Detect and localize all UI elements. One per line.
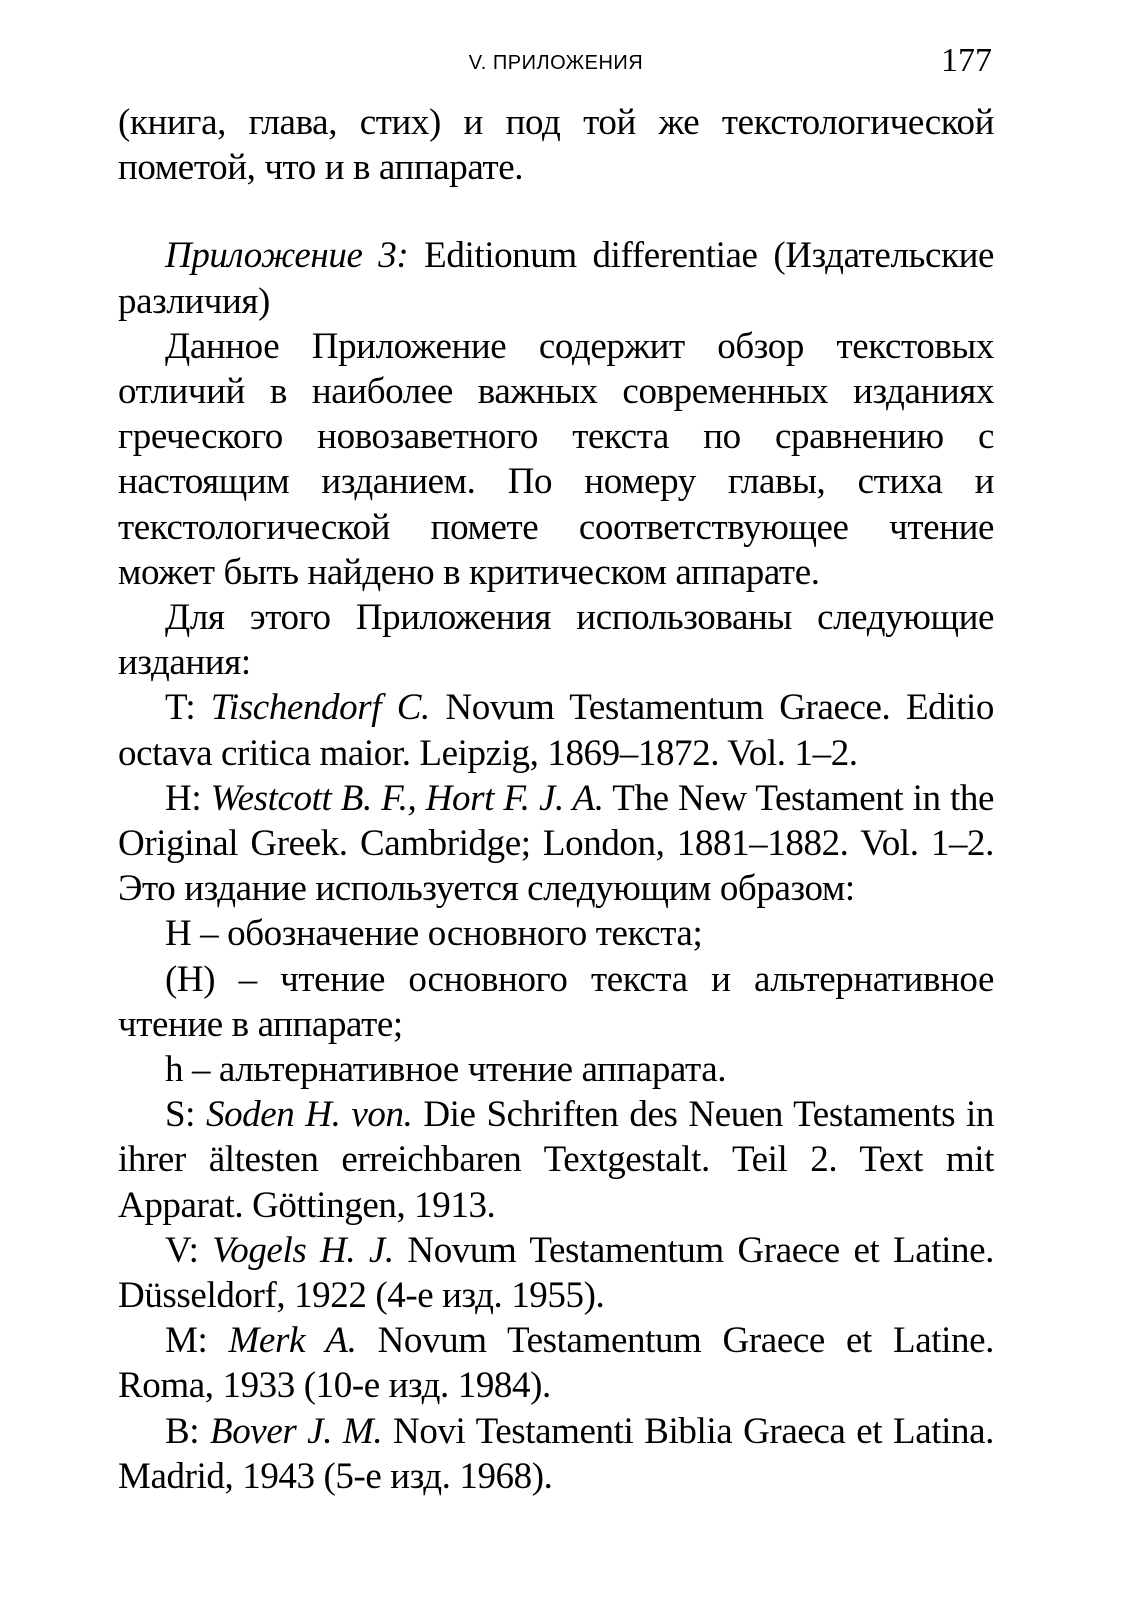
- edition-author: Westcott B. F., Hort F. J. A.: [210, 777, 604, 819]
- edition-author: Vogels H. J.: [212, 1229, 394, 1271]
- edition-details: Novi Testamenti Biblia Graeca et Latina. Madrid, 1943 (5-е изд. 1968).: [118, 1410, 994, 1497]
- edition-usage-h-lowercase: h – альтернативное чтение аппарата.: [165, 1049, 727, 1091]
- edition-entry-t: [118, 685, 994, 775]
- editions-intro: Для этого Приложения использованы следующие издания:: [118, 597, 994, 684]
- appendix-description: Данное Приложение содержит обзор текстовых отличий в наиболее важных современных изданиях греческого новозаветного текста по сравнению с настоящим изданием. По номеру главы, стиха и текстологической помете соответствующее чтение может быть найдено в критическом аппарате.: [118, 325, 994, 593]
- section-title: V. ПРИЛОЖЕНИЯ: [468, 52, 644, 74]
- appendix-label: Приложение 3:: [165, 235, 409, 277]
- running-head: [118, 40, 994, 100]
- edition-siglum: T:: [165, 687, 211, 729]
- edition-author: Bover J. M.: [210, 1410, 383, 1452]
- edition-entry-m: [118, 1318, 994, 1408]
- edition-siglum: H:: [165, 777, 211, 819]
- edition-usage-h-parenthesized: (H) – чтение основного текста и альтернативное чтение в аппарате;: [118, 958, 994, 1045]
- edition-entry-h: [118, 776, 994, 912]
- edition-details: Novum Testamentum Graece et Latine. Roma, 1933 (10-е изд. 1984).: [118, 1320, 994, 1407]
- edition-usage-h: H – обозначение основного текста;: [165, 913, 703, 955]
- body-text: [118, 100, 994, 1499]
- edition-entry-s: [118, 1092, 994, 1228]
- page-number: 177: [941, 42, 992, 79]
- appendix-heading: [118, 233, 994, 323]
- edition-entry-v: [118, 1228, 994, 1318]
- appendix-title: Editionum differentiae (Издательские различия): [118, 235, 995, 322]
- edition-siglum: S:: [165, 1094, 206, 1136]
- edition-author: Tischendorf C.: [210, 687, 430, 729]
- edition-siglum: M:: [165, 1320, 229, 1362]
- edition-siglum: B:: [165, 1410, 210, 1452]
- edition-author: Merk A.: [228, 1320, 357, 1362]
- edition-details: The New Testament in the Original Greek. Cambridge; London, 1881–1882. Vol. 1–2. Это издание используется следующим образом:: [118, 777, 994, 910]
- edition-siglum: V:: [165, 1229, 213, 1271]
- edition-details: Novum Testamentum Graece et Latine. Düsseldorf, 1922 (4-е изд. 1955).: [118, 1229, 994, 1317]
- edition-details: Novum Testamentum Graece. Editio octava critica maior. Leipzig, 1869–1872. Vol. 1–2.: [118, 687, 994, 774]
- book-page: [118, 40, 994, 1560]
- edition-details: Die Schriften des Neuen Testaments in ihrer ältesten erreichbaren Textgestalt. Teil 2. Text mit Apparat. Göttingen, 1913.: [118, 1094, 994, 1226]
- edition-author: Soden H. von.: [205, 1094, 413, 1136]
- edition-entry-b: [118, 1409, 994, 1499]
- continued-paragraph: (книга, глава, стих) и под той же текстологической пометой, что и в аппарате.: [118, 102, 994, 189]
